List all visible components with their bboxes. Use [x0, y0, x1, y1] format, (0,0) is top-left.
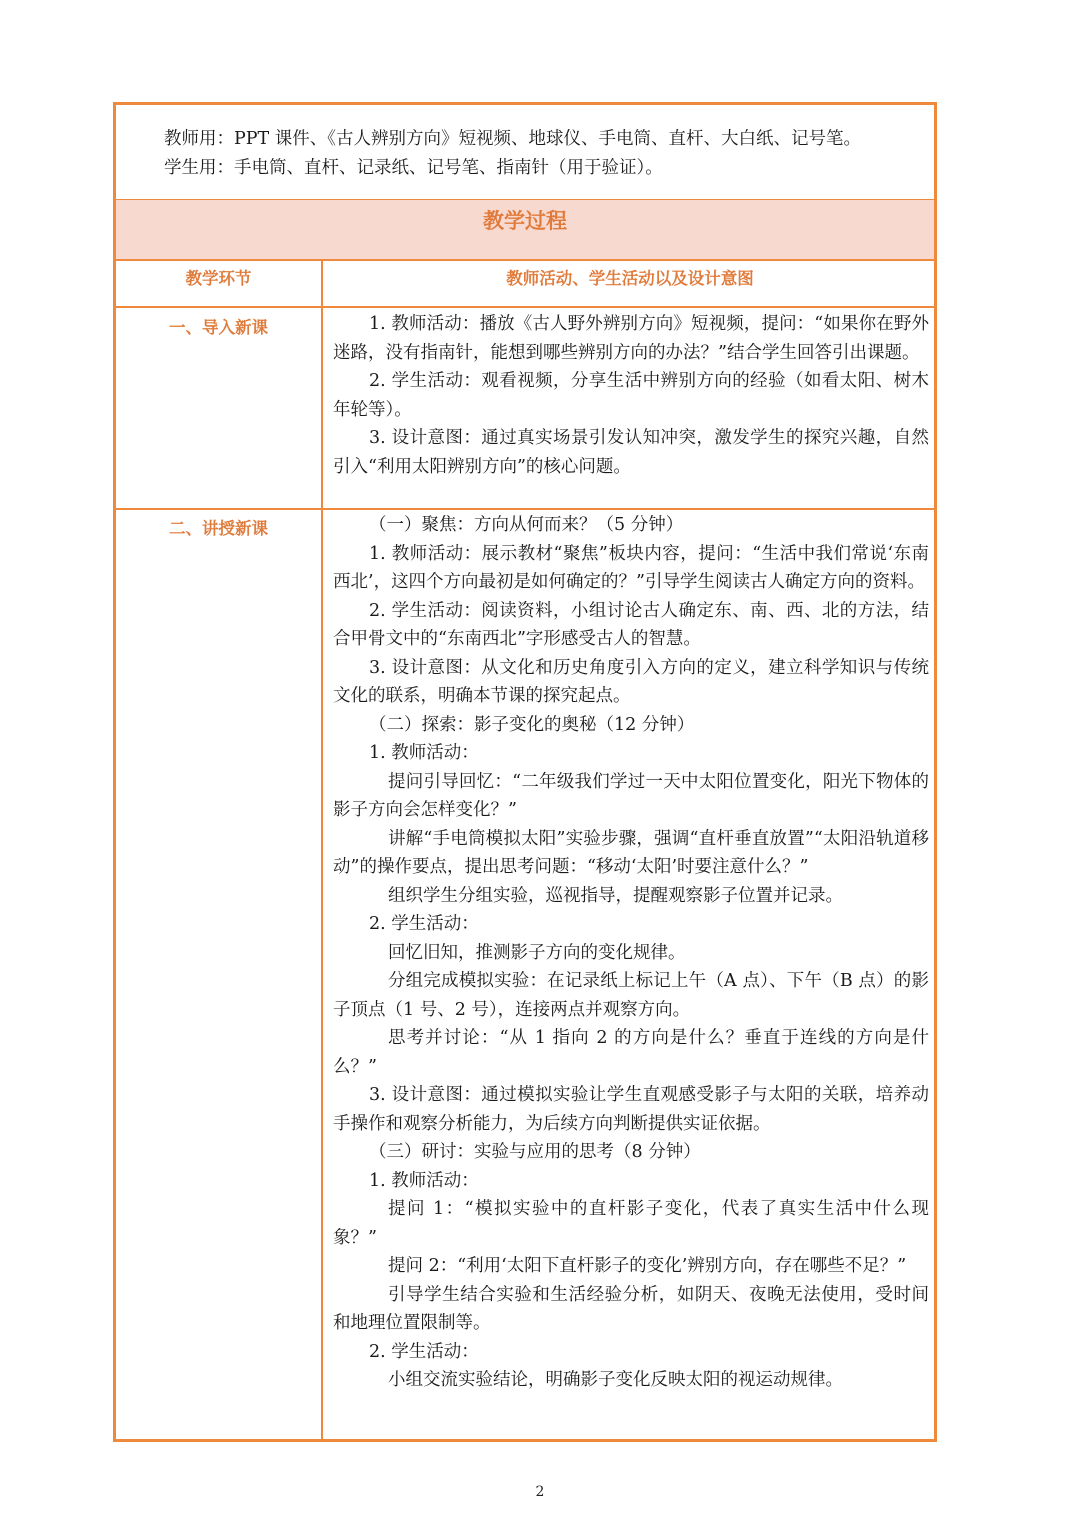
- activity-paragraph: 1. 教师活动：: [369, 743, 479, 763]
- activity-paragraph: 2. 学生活动：观看视频，分享生活中辨别方向的经验（如看太阳、树木年轮等）。: [333, 371, 929, 420]
- activity-paragraph: 3. 设计意图：通过模拟实验让学生直观感受影子与太阳的关联，培养动手操作和观察分析能力，为后续方向判断提供实证依据。: [333, 1085, 929, 1134]
- activity-paragraph: 1. 教师活动：展示教材“聚焦”板块内容，提问：“生活中我们常说‘东南西北’，这四个方向最初是如何确定的？”引导学生阅读古人确定方向的资料。: [333, 543, 929, 592]
- divider: [116, 306, 934, 308]
- activity-paragraph: 回忆旧知，推测影子方向的变化规律。: [388, 942, 686, 963]
- activity-paragraph: 1. 教师活动：: [369, 1170, 479, 1191]
- stage-label-intro: 一、导入新课: [169, 318, 268, 337]
- materials-cell: [164, 125, 924, 183]
- student-materials: 学生用：手电筒、直杆、记录纸、记号笔、指南针（用于验证）。: [164, 158, 663, 178]
- activity-paragraph: 组织学生分组实验，巡视指导，提醒观察影子位置并记录。: [388, 885, 843, 906]
- activity-paragraph: 3. 设计意图：从文化和历史角度引入方向的定义，建立科学知识与传统文化的联系，明确本节课的探究起点。: [333, 657, 929, 706]
- activity-cell-intro: [333, 310, 929, 481]
- teacher-materials: 教师用：PPT 课件、《古人辨别方向》短视频、地球仪、手电筒、直杆、大白纸、记号笔。: [164, 129, 862, 149]
- activity-paragraph: 提问 1：“模拟实验中的直杆影子变化，代表了真实生活中什么现象？”: [333, 1199, 929, 1248]
- activity-paragraph: （二）探索：影子变化的奥秘（12 分钟）: [369, 714, 695, 735]
- activity-paragraph: 分组完成模拟实验：在记录纸上标记上午（A 点）、下午（B 点）的影子顶点（1 号、2 号），连接两点并观察方向。: [333, 971, 929, 1020]
- activity-paragraph: 2. 学生活动：阅读资料，小组讨论古人确定东、南、西、北的方法，结合甲骨文中的“东南西北”字形感受古人的智慧。: [333, 600, 929, 649]
- divider: [116, 508, 934, 510]
- activity-paragraph: 2. 学生活动：: [369, 1341, 479, 1362]
- section-title: 教学过程: [483, 209, 567, 233]
- lesson-plan-table: [113, 102, 937, 1442]
- page-number: 2: [535, 1484, 545, 1500]
- activity-paragraph: 提问 2：“利用‘太阳下直杆影子的变化’辨别方向，存在哪些不足？”: [388, 1256, 907, 1276]
- divider: [116, 259, 934, 261]
- column-divider: [321, 259, 323, 1439]
- activity-paragraph: 讲解“手电筒模拟太阳”实验步骤，强调“直杆垂直放置”“太阳沿轨道移动”的操作要点，提出思考问题：“移动‘太阳’时要注意什么？”: [333, 828, 929, 877]
- activity-paragraph: （一）聚焦：方向从何而来？（5 分钟）: [369, 515, 684, 535]
- activity-paragraph: 思考并讨论：“从 1 指向 2 的方向是什么？垂直于连线的方向是什么？”: [333, 1028, 929, 1077]
- column-header-activity: 教师活动、学生活动以及设计意图: [506, 269, 754, 288]
- activity-paragraph: 1. 教师活动：播放《古人野外辨别方向》短视频，提问：“如果你在野外迷路，没有指南针，能想到哪些辨别方向的办法？”结合学生回答引出课题。: [333, 314, 929, 363]
- column-header-stage: 教学环节: [185, 269, 252, 288]
- stage-label-new-lesson: 二、讲授新课: [169, 519, 268, 538]
- activity-paragraph: （三）研讨：实验与应用的思考（8 分钟）: [369, 1142, 701, 1162]
- activity-paragraph: 3. 设计意图：通过真实场景引发认知冲突，激发学生的探究兴趣，自然引入“利用太阳辨别方向”的核心问题。: [333, 428, 929, 477]
- activity-paragraph: 2. 学生活动：: [369, 914, 479, 934]
- activity-paragraph: 提问引导回忆：“二年级我们学过一天中太阳位置变化，阳光下物体的影子方向会怎样变化？”: [333, 771, 929, 820]
- activity-paragraph: 小组交流实验结论，明确影子变化反映太阳的视运动规律。: [388, 1370, 843, 1390]
- activity-cell-new-lesson: [333, 511, 929, 1395]
- activity-paragraph: 引导学生结合实验和生活经验分析，如阴天、夜晚无法使用，受时间和地理位置限制等。: [333, 1284, 929, 1333]
